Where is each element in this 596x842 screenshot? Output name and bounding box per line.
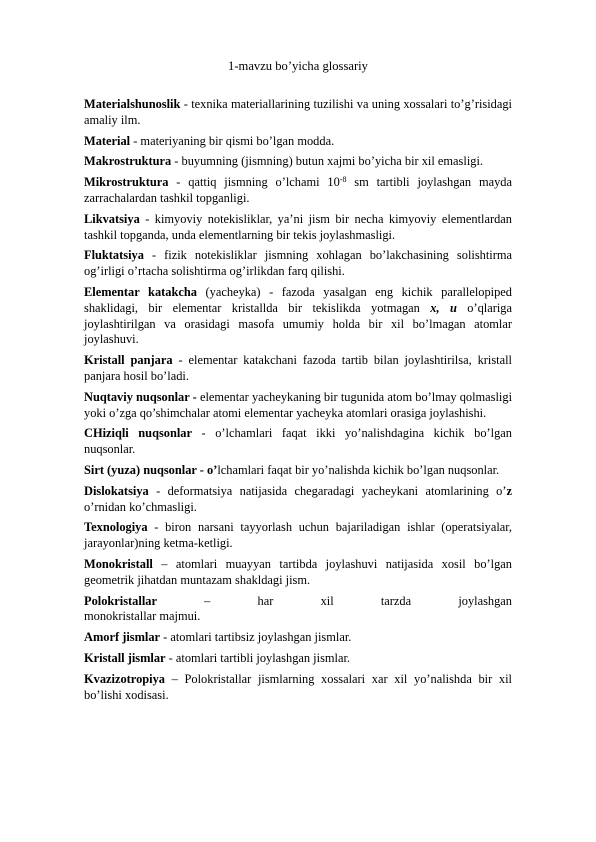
glossary-definition: – Polokristallar jismlarning xossalari xar xil yo’nalishda bir xil bo’lishi xodisasi. bbox=[84, 671, 512, 702]
glossary-term: Dislokatsiya bbox=[84, 483, 149, 498]
glossary-definition: – atomlari muayyan tartibda joylashuvi natijasida xosil bo’lgan geometrik jihatdan muntazam shakldagi jism. bbox=[84, 556, 512, 587]
glossary-entry bbox=[84, 651, 512, 667]
glossary-definition: - atomlari tartibli joylashgan jismlar. bbox=[165, 650, 351, 665]
glossary-term: Fluktatsiya bbox=[84, 248, 144, 263]
glossary-page bbox=[84, 58, 512, 708]
axis-variable-u: u bbox=[449, 300, 457, 315]
glossary-definition: - materiyaning bir qismi bo’lgan modda. bbox=[130, 133, 335, 148]
glossary-definition: - fizik notekisliklar jismning xohlagan bo’lakchasining solishtirma og’irligi o’rtacha solishtirma og’irlikdan farq qilishi. bbox=[84, 248, 512, 279]
glossary-term: Likvatsiya bbox=[84, 211, 140, 226]
glossary-definition: - elementar katakchani fazoda tartib bilan joylashtirilsa, kristall panjara hosil bo’ladi. bbox=[84, 353, 513, 383]
glossary-entry bbox=[84, 212, 512, 244]
exponent: -8 bbox=[339, 175, 347, 185]
glossary-entry bbox=[84, 134, 512, 150]
glossary-definition: – har xil tarzda joylashgan bbox=[156, 593, 512, 608]
glossary-term: Makrostruktura bbox=[84, 154, 172, 169]
glossary-definition-continued: sm tartibli joylashgan mayda zarrachalardan tashkil topganligi. bbox=[84, 175, 512, 205]
glossary-entry bbox=[84, 390, 512, 422]
glossary-entry bbox=[84, 285, 512, 348]
glossary-term: Elementar katakcha bbox=[84, 284, 197, 299]
glossary-term: CHiziqli nuqsonlar bbox=[84, 426, 193, 441]
glossary-entry bbox=[84, 520, 512, 552]
glossary-term: Monokristall bbox=[84, 556, 153, 571]
glossary-definition: - atomlari tartibsiz joylashgan jismlar. bbox=[160, 630, 352, 645]
separator bbox=[440, 301, 450, 315]
axis-variable-x: x, bbox=[430, 300, 440, 315]
glossary-entry bbox=[84, 353, 512, 385]
glossary-definition: - biron narsani tayyorlash uchun bajariladigan ishlar (operatsiyalar, jarayonlar)ning ketma-ketligi. bbox=[84, 520, 512, 551]
glossary-term: Mikrostruktura bbox=[84, 175, 169, 190]
glossary-term: Texnologiya bbox=[84, 520, 148, 535]
glossary-definition: lchamlari faqat bir yo’nalishda kichik bo’lgan nuqsonlar. bbox=[217, 462, 500, 477]
glossary-definition: - deformatsiya natijasida chegaradagi yacheykani atomlarining o’ bbox=[148, 483, 507, 498]
glossary-entry bbox=[84, 557, 512, 589]
glossary-term: Material bbox=[84, 133, 131, 148]
glossary-entry bbox=[84, 248, 512, 280]
glossary-entry bbox=[84, 426, 512, 458]
glossary-definition: - qattiq jismning o’lchami 10 bbox=[168, 175, 340, 190]
glossary-definition: - o’lchamlari faqat ikki yo’nalishdagina kichik bo’lgan nuqsonlar. bbox=[84, 426, 512, 457]
glossary-term: Sirt (yuza) nuqsonlar - o’ bbox=[84, 462, 218, 477]
glossary-entry bbox=[84, 154, 512, 170]
glossary-entry bbox=[84, 630, 512, 646]
glossary-definition-continued: o’qlariga joylashtirilgan va orasidagi masofa umumiy holda bir xil bo’lmagan atomlar joylashuvi. bbox=[84, 300, 512, 347]
glossary-entry bbox=[84, 594, 512, 626]
bold-letter: z bbox=[506, 483, 512, 498]
glossary-definition: - texnika materiallarining tuzilishi va uning xossalari to’g’risidagi amaliy ilm. bbox=[84, 97, 512, 127]
glossary-definition: - buyumning (jismning) butun xajmi bo’yicha bir xil emasligi. bbox=[171, 154, 483, 169]
glossary-term: Kristall jismlar bbox=[84, 650, 166, 665]
glossary-term: Polokristallar bbox=[84, 593, 157, 608]
glossary-definition: (yacheyka) - fazoda yasalgan eng kichik parallelopiped shaklidagi, bir elementar kristallda bir tekislikda yotmagan bbox=[84, 284, 512, 315]
glossary-definition-continued: monokristallar majmui. bbox=[84, 609, 201, 624]
glossary-entry bbox=[84, 484, 512, 516]
glossary-entry bbox=[84, 672, 512, 704]
glossary-term: Nuqtaviy nuqsonlar - bbox=[84, 389, 197, 404]
glossary-entry bbox=[84, 463, 512, 479]
glossary-entry bbox=[84, 97, 512, 129]
glossary-term: Amorf jismlar bbox=[84, 630, 161, 645]
glossary-definition: elementar yacheykaning bir tugunida atom bo’lmay qolmasligi yoki o’zga qo’shimchalar atomi elementar yacheyka atomlari orasiga joylashishi. bbox=[84, 389, 513, 420]
glossary-term: Materialshunoslik bbox=[84, 97, 181, 111]
glossary-definition: - kimyoviy notekisliklar, ya’ni jism bir necha kimyoviy elementlardan tashkil topganda, unda elementlarning bir tekis joylashmasligi. bbox=[84, 211, 512, 242]
glossary-term: Kristall panjara bbox=[84, 353, 173, 368]
glossary-definition-continued: o’rnidan ko’chmasligi. bbox=[84, 499, 197, 514]
glossary-term: Kvazizotropiya bbox=[84, 671, 165, 686]
glossary-entry bbox=[84, 175, 512, 207]
page-title: 1-mavzu bo’yicha glossariy bbox=[228, 59, 368, 73]
